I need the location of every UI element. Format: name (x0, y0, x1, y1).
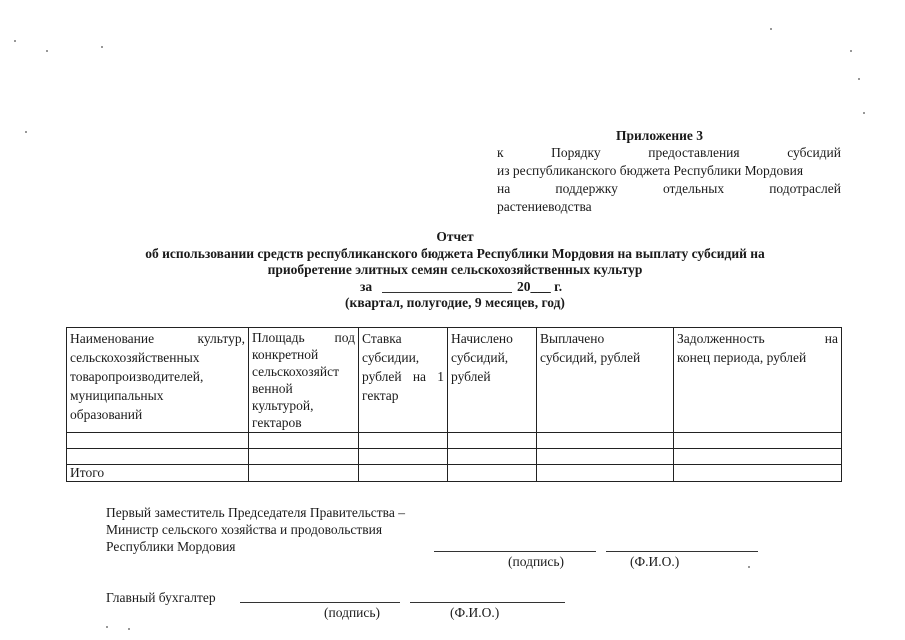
period-year: 20___ г. (517, 279, 563, 294)
header-text: субсидий, (451, 350, 509, 365)
header-text: товаропроизводителей, (70, 369, 204, 384)
header-cell-accrued (448, 328, 537, 433)
header-text: субсидии, (362, 350, 420, 365)
table-cell (67, 433, 249, 449)
header-text: Начислено (451, 331, 513, 346)
scan-speck (128, 628, 130, 630)
scan-speck (106, 626, 108, 628)
header-cell-crops (67, 328, 249, 433)
scan-speck (850, 50, 852, 52)
table-cell (537, 433, 674, 449)
report-subtitle-line-2: приобретение элитных семян сельскохозяйственных культур (267, 262, 643, 277)
header-text: рублей (451, 369, 491, 384)
accountant-name-line (410, 602, 565, 603)
appendix-line-1: к Порядку предоставления субсидий (497, 145, 841, 160)
header-text: культурой, (252, 398, 314, 413)
table-header-row (67, 328, 842, 433)
table-cell (249, 433, 359, 449)
header-text: сельскохозяйст (252, 364, 339, 379)
accountant-signature-caption: (подпись) (324, 605, 381, 620)
header-text: субсидий, рублей (540, 350, 641, 365)
official-position-line-2: Министр сельского хозяйства и продовольствия (106, 522, 383, 537)
header-text: конец периода, рублей (677, 350, 807, 365)
table-cell (448, 449, 537, 465)
header-text: Площадь под (252, 330, 355, 345)
scan-speck (46, 50, 48, 52)
table-cell (67, 449, 249, 465)
scan-speck (14, 40, 16, 42)
table-cell (249, 465, 359, 482)
table-cell (448, 433, 537, 449)
appendix-line-4: растениеводства (497, 199, 592, 214)
table-row (67, 449, 842, 465)
header-text: сельскохозяйственных (70, 350, 200, 365)
period-blank-line (382, 292, 512, 293)
header-text: Задолженность на (677, 331, 838, 346)
header-text: конкретной (252, 347, 319, 362)
official-signature-caption: (подпись) (508, 554, 565, 569)
official-position-line-1: Первый заместитель Председателя Правительства – (106, 505, 405, 520)
table-cell (359, 449, 448, 465)
official-position-line-3: Республики Мордовия (106, 539, 236, 554)
appendix-line-2: из республиканского бюджета Республики Мордовия (497, 163, 804, 178)
official-name-line (606, 551, 758, 552)
appendix-line-3: на поддержку отдельных подотраслей (497, 181, 841, 196)
header-text: образований (70, 407, 143, 422)
accountant-signature-line (240, 602, 400, 603)
table-cell (537, 449, 674, 465)
header-text: гектаров (252, 415, 302, 430)
table-cell (674, 433, 842, 449)
table-row (67, 433, 842, 449)
header-text: рублей на 1 (362, 369, 444, 384)
total-label: Итого (67, 465, 249, 482)
table-cell (537, 465, 674, 482)
official-signature-line (434, 551, 596, 552)
scan-speck (858, 78, 860, 80)
table-cell (359, 433, 448, 449)
table-cell (249, 449, 359, 465)
header-text: Выплачено (540, 331, 605, 346)
table-cell (359, 465, 448, 482)
appendix-title: Приложение 3 (616, 128, 704, 143)
header-text: Наименование культур, (70, 331, 245, 346)
period-prefix: за (360, 279, 373, 294)
table-cell (448, 465, 537, 482)
scan-speck (748, 566, 750, 568)
report-table (66, 327, 842, 482)
header-text: гектар (362, 388, 399, 403)
accountant-name-caption: (Ф.И.О.) (450, 605, 500, 620)
scan-speck (770, 28, 772, 30)
header-text: муниципальных (70, 388, 164, 403)
scan-speck (863, 112, 865, 114)
header-cell-rate (359, 328, 448, 433)
header-text: Ставка (362, 331, 402, 346)
table-cell (674, 449, 842, 465)
header-cell-area (249, 328, 359, 433)
header-cell-paid (537, 328, 674, 433)
table-cell (674, 465, 842, 482)
accountant-label: Главный бухгалтер (106, 590, 216, 605)
header-text: венной (252, 381, 293, 396)
header-cell-debt (674, 328, 842, 433)
report-subtitle-line-1: об использовании средств республиканского бюджета Республики Мордовия на выплату субсидий на (145, 246, 765, 261)
period-note: (квартал, полугодие, 9 месяцев, год) (345, 295, 565, 310)
scan-speck (25, 131, 27, 133)
scan-speck (101, 46, 103, 48)
report-title: Отчет (436, 229, 474, 244)
table-total-row (67, 465, 842, 482)
official-name-caption: (Ф.И.О.) (630, 554, 680, 569)
